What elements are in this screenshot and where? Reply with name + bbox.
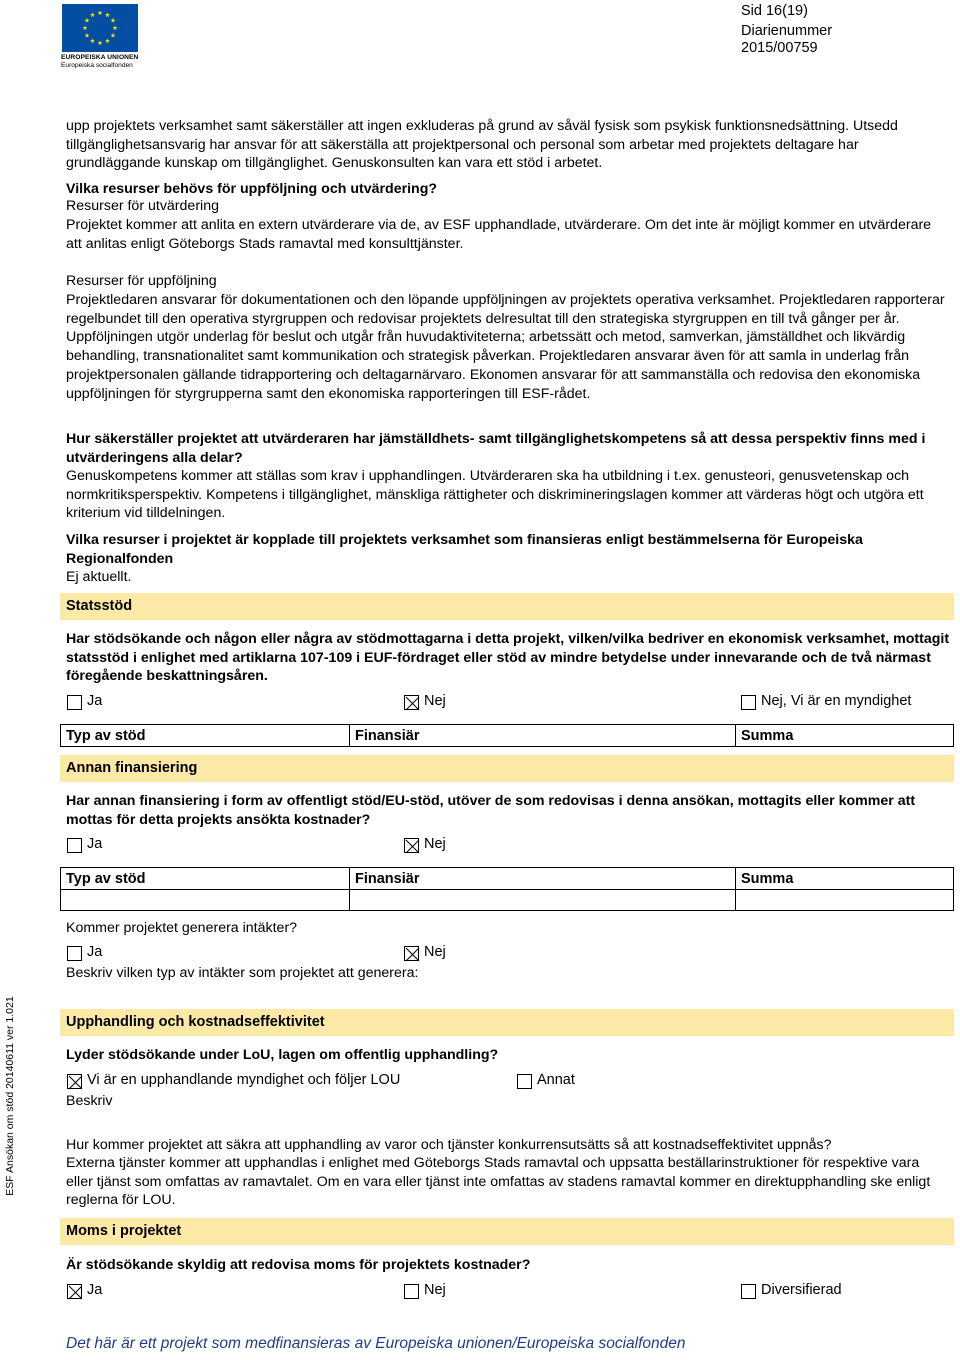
logo-line-1: EUROPEISKA UNIONEN xyxy=(61,54,139,61)
statsstod-nej-checkbox[interactable] xyxy=(404,695,419,710)
eu-flag-icon xyxy=(62,4,138,52)
statsstod-section-header xyxy=(60,593,954,620)
col-finansiar: Finansiär xyxy=(350,868,736,890)
eu-logo xyxy=(61,4,139,68)
checkmark-x-icon xyxy=(68,1285,83,1300)
lou-label: Vi är en upphandlande myndighet och följer LOU xyxy=(87,1072,401,1088)
checkmark-x-icon xyxy=(68,1075,83,1090)
income-describe: Beskriv vilken typ av intäkter som projektet att generera: xyxy=(66,965,419,981)
statsstod-ja-label: Ja xyxy=(87,693,103,709)
col-typ-av-stod: Typ av stöd xyxy=(61,868,350,890)
diarie-label: Diarienummer xyxy=(741,23,833,39)
upphandling-describe-label: Beskriv xyxy=(66,1093,113,1109)
statsstod-myndighet-checkbox[interactable] xyxy=(741,695,756,710)
lou-checkbox[interactable] xyxy=(67,1074,82,1089)
annan-ja-checkbox[interactable] xyxy=(67,838,82,853)
moms-heading: Moms i projektet xyxy=(66,1223,182,1239)
moms-section-header xyxy=(60,1218,954,1245)
diarie-number: 2015/00759 xyxy=(741,40,818,56)
page-number: Sid 16(19) xyxy=(741,3,808,19)
income-nej-checkbox[interactable] xyxy=(404,946,419,961)
logo-line-2: Europeiska socialfonden xyxy=(61,62,133,69)
form-version-label: ESF Ansökan om stöd 20140611 ver 1.021 xyxy=(4,996,16,1196)
table-cell[interactable] xyxy=(736,890,954,911)
moms-question: Är stödsökande skyldig att redovisa moms för projektets kostnader? xyxy=(66,1257,531,1273)
moms-nej-checkbox[interactable] xyxy=(404,1284,419,1299)
moms-ja-checkbox[interactable] xyxy=(67,1284,82,1299)
moms-diversifierad-label: Diversifierad xyxy=(761,1282,842,1298)
eval-heading: Resurser för utvärdering xyxy=(66,198,219,214)
income-question: Kommer projektet generera intäkter? xyxy=(66,920,298,936)
checkmark-x-icon xyxy=(405,839,420,854)
checkmark-x-icon xyxy=(405,696,420,711)
upphandling-heading: Upphandling och kostnadseffektivitet xyxy=(66,1014,325,1030)
table-header-row xyxy=(61,868,954,890)
cost-question: Hur kommer projektet att säkra att upphandling av varor och tjänster konkurrensutsätts så att kostnadseffektivitet uppnås? xyxy=(66,1137,832,1153)
col-summa: Summa xyxy=(736,725,954,747)
followup-heading: Resurser för uppföljning xyxy=(66,273,217,289)
statsstod-table xyxy=(60,724,954,747)
statsstod-question: Har stödsökande och någon eller några av stödmottagarna i detta projekt, vilken/vilka bedriver en ekonomisk verksamhet, mottagit statsstöd i enlighet med artiklarna 107-109 i EUF-fördraget eller stöd av mindre betydelse under innevarande och de två närmast föregående beskattningsåren. xyxy=(66,631,950,685)
income-ja-checkbox[interactable] xyxy=(67,946,82,961)
checkmark-x-icon xyxy=(405,947,420,962)
regional-question: Vilka resurser i projektet är kopplade till projektets verksamhet som finansieras enligt bestämmelserna för Europeiska Regionalfonden xyxy=(66,532,863,567)
eval-text: Projektet kommer att anlita en extern utvärderare via de, av ESF upphandlade, utvärderare. Om det inte är möjligt kommer en utvärderare att anlitas enligt Göteborgs Stads ramavtal med konsulttjänster. xyxy=(66,217,932,252)
competence-question: Hur säkerställer projektet att utvärderaren har jämställdhets- samt tillgänglighetskompetens så att dessa perspektiv finns med i utvärderingens alla delar? xyxy=(66,431,926,466)
followup-text: Projektledaren ansvarar för dokumentationen och den löpande uppföljningen av projektets operativa verksamhet. Projektledaren rapporterar regelbundet till den operativa styrgruppen och redovisar projektets delresultat till den strategiska styrgruppen en till två gånger per år. Uppföljningen utgör underlag för beslut och utgår från huvudaktiviteterna; arbetssätt och metod, samverkan, jämställdhet och likvärdig behandling, transnationalitet samt kommunikation och strategisk påverkan. Projektledaren ansvarar även för att samla in underlag från projektpersonalen gällande tidrapportering och deltagarnärvaro. Ekonomen ansvarar för att sammanställa och redovisa den ekonomiska uppföljningen för styrgrupperna samt den ekonomiska rapporteringen till ESF-rådet. xyxy=(66,292,945,402)
annan-table xyxy=(60,867,954,911)
annan-section-header xyxy=(60,755,954,782)
annat-label: Annat xyxy=(537,1072,575,1088)
moms-nej-label: Nej xyxy=(424,1282,446,1298)
upphandling-question: Lyder stödsökande under LoU, lagen om offentlig upphandling? xyxy=(66,1047,499,1063)
intro-paragraph: upp projektets verksamhet samt säkerställer att ingen exkluderas på grund av såväl fysisk som psykisk funktionsnedsättning. Utsedd tillgänglighetsansvarig har ansvar för att säkerställa att projektpersonal och personal som arbetar med projektets deltagare har grundläggande kunskap om tillgänglighet. Genuskonsulten kan vara ett stöd i arbetet. xyxy=(66,118,898,172)
competence-answer: Genuskompetens kommer att ställas som krav i upphandlingen. Utvärderaren ska ha utbildning i t.ex. genusteori, genusvetenskap och normkritiksperspektiv. Kompetens i tillgänglighet, mänskliga rättigheter och diskrimineringslagen kommer att värderas högt och utgöra ett kriterium vid tilldelningen. xyxy=(66,468,924,522)
annan-heading: Annan finansiering xyxy=(66,760,198,776)
regional-answer: Ej aktuellt. xyxy=(66,569,132,585)
income-ja-label: Ja xyxy=(87,944,103,960)
cost-answer: Externa tjänster kommer att upphandlas i enlighet med Göteborgs Stads ramavtal och uppsatta beställarinstruktioner för respektive vara eller tjänst som omfattas av ramavtalet. Om en vara eller tjänst inte omfattas av stadens ramavtal kommer en direktupphandling ske enligt reglerna för LOU. xyxy=(66,1155,931,1209)
annat-checkbox[interactable] xyxy=(517,1074,532,1089)
moms-ja-label: Ja xyxy=(87,1282,103,1298)
col-finansiar: Finansiär xyxy=(350,725,736,747)
col-typ-av-stod: Typ av stöd xyxy=(61,725,350,747)
table-cell[interactable] xyxy=(350,890,736,911)
annan-ja-label: Ja xyxy=(87,836,103,852)
income-nej-label: Nej xyxy=(424,944,446,960)
moms-diversifierad-checkbox[interactable] xyxy=(741,1284,756,1299)
table-header-row xyxy=(61,725,954,747)
annan-nej-label: Nej xyxy=(424,836,446,852)
footer-text: Det här är ett projekt som medfinansieras av Europeiska unionen/Europeiska socialfonden xyxy=(66,1335,686,1352)
statsstod-myndighet-label: Nej, Vi är en myndighet xyxy=(761,693,912,709)
annan-question: Har annan finansiering i form av offentligt stöd/EU-stöd, utöver de som redovisas i denna ansökan, mottagits eller kommer att mottas för detta projekts ansökta kostnader? xyxy=(66,793,916,828)
table-row xyxy=(61,890,954,911)
table-cell[interactable] xyxy=(61,890,350,911)
statsstod-heading: Statsstöd xyxy=(66,598,133,614)
upphandling-section-header xyxy=(60,1009,954,1036)
col-summa: Summa xyxy=(736,868,954,890)
followup-question: Vilka resurser behövs för uppföljning och utvärdering? xyxy=(66,181,438,197)
statsstod-ja-checkbox[interactable] xyxy=(67,695,82,710)
statsstod-nej-label: Nej xyxy=(424,693,446,709)
annan-nej-checkbox[interactable] xyxy=(404,838,419,853)
